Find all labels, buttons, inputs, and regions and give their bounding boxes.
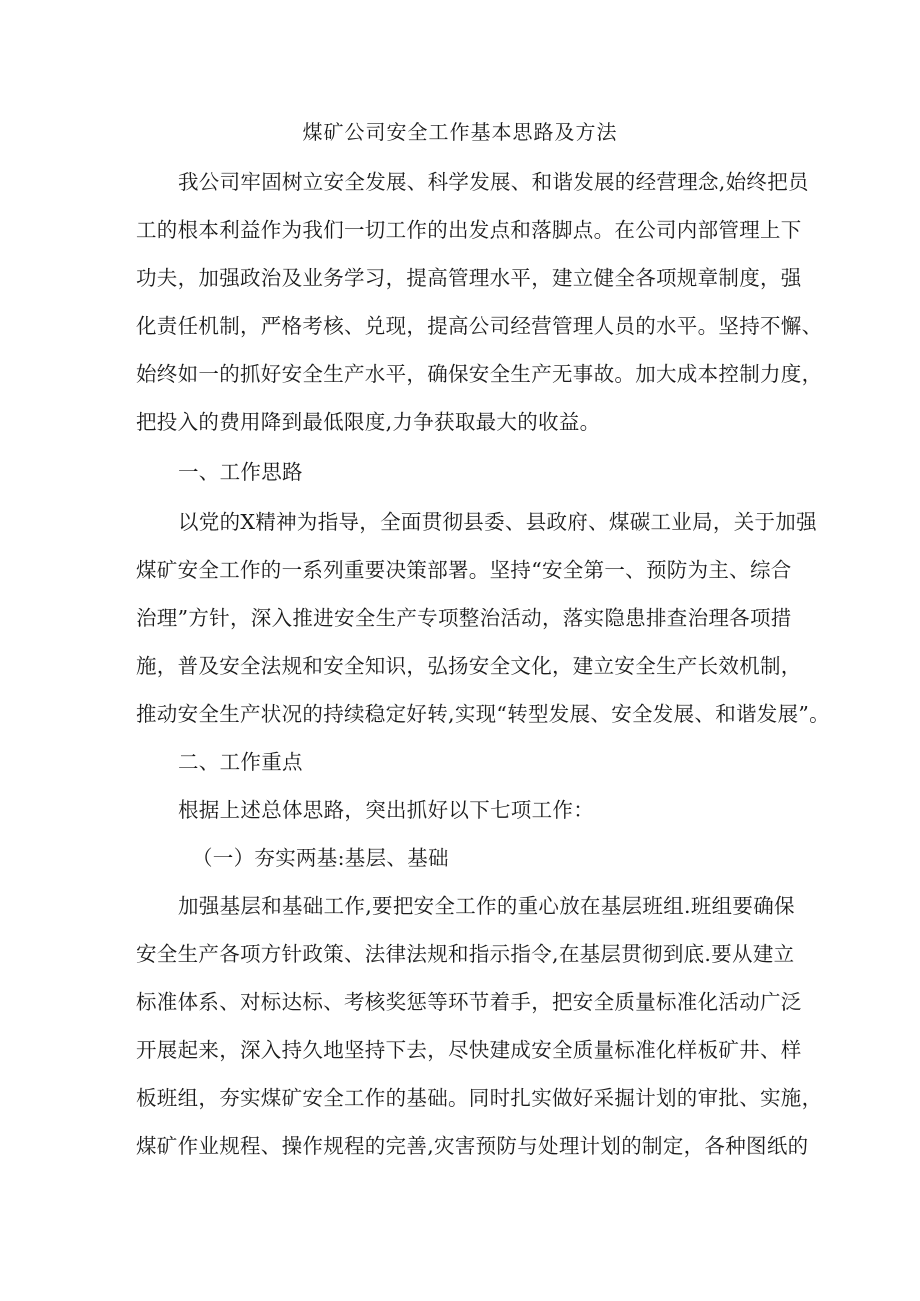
paragraph-4-line-3: 标准体系、对标达标、考核奖惩等环节着手，把安全质量标准化活动广泛 bbox=[136, 990, 802, 1014]
paragraph-4-line-2: 安全生产各项方针政策、法律法规和指示指令,在基层贯彻到底.要从建立 bbox=[136, 942, 795, 966]
section-heading-1: 一、工作思路 bbox=[178, 460, 303, 484]
paragraph-2-line-3: 治理”方针，深入推进安全生产专项整治活动，落实隐患排查治理各项措 bbox=[136, 606, 792, 630]
paragraph-4-line-1: 加强基层和基础工作,要把安全工作的重心放在基层班组.班组要确保 bbox=[178, 894, 795, 918]
section-heading-2: 二、工作重点 bbox=[178, 750, 303, 774]
paragraph-2-line-2: 煤矿安全工作的一系列重要决策部署。坚持“安全第一、预防为主、综合 bbox=[136, 558, 792, 582]
paragraph-2-line-4: 施，普及安全法规和安全知识，弘扬安全文化，建立安全生产长效机制， bbox=[136, 654, 802, 678]
paragraph-2-line-5: 推动安全生产状况的持续稳定好转,实现“转型发展、安全发展、和谐发展”。 bbox=[136, 702, 830, 726]
paragraph-3-line-1: 根据上述总体思路，突出抓好以下七项工作： bbox=[178, 798, 594, 822]
paragraph-1-line-6: 把投入的费用降到最低限度,力争获取最大的收益。 bbox=[136, 410, 601, 434]
paragraph-1-line-1: 我公司牢固树立安全发展、科学发展、和谐发展的经营理念,始终把员 bbox=[178, 170, 809, 194]
paragraph-1-line-4: 化责任机制，严格考核、兑现，提高公司经营管理人员的水平。坚持不懈、 bbox=[136, 314, 823, 338]
paragraph-1-line-3: 功夫，加强政治及业务学习，提高管理水平，建立健全各项规章制度，强 bbox=[136, 266, 802, 290]
paragraph-4-line-5: 板班组，夯实煤矿安全工作的基础。同时扎实做好采掘计划的审批、实施， bbox=[136, 1086, 823, 1110]
subsection-heading-1: （一）夯实两基:基层、基础 bbox=[192, 846, 449, 870]
paragraph-1-line-2: 工的根本利益作为我们一切工作的出发点和落脚点。在公司内部管理上下 bbox=[136, 218, 802, 242]
paragraph-1-line-5: 始终如一的抓好安全生产水平，确保安全生产无事故。加大成本控制力度， bbox=[136, 362, 823, 386]
paragraph-4-line-4: 开展起来，深入持久地坚持下去，尽快建成安全质量标准化样板矿井、样 bbox=[136, 1038, 802, 1062]
document-title: 煤矿公司安全工作基本思路及方法 bbox=[302, 120, 618, 144]
paragraph-4-line-6: 煤矿作业规程、操作规程的完善,灾害预防与处理计划的制定，各种图纸的 bbox=[136, 1134, 809, 1158]
paragraph-2-line-1: 以党的X精神为指导，全面贯彻县委、县政府、煤碳工业局，关于加强 bbox=[178, 510, 817, 534]
